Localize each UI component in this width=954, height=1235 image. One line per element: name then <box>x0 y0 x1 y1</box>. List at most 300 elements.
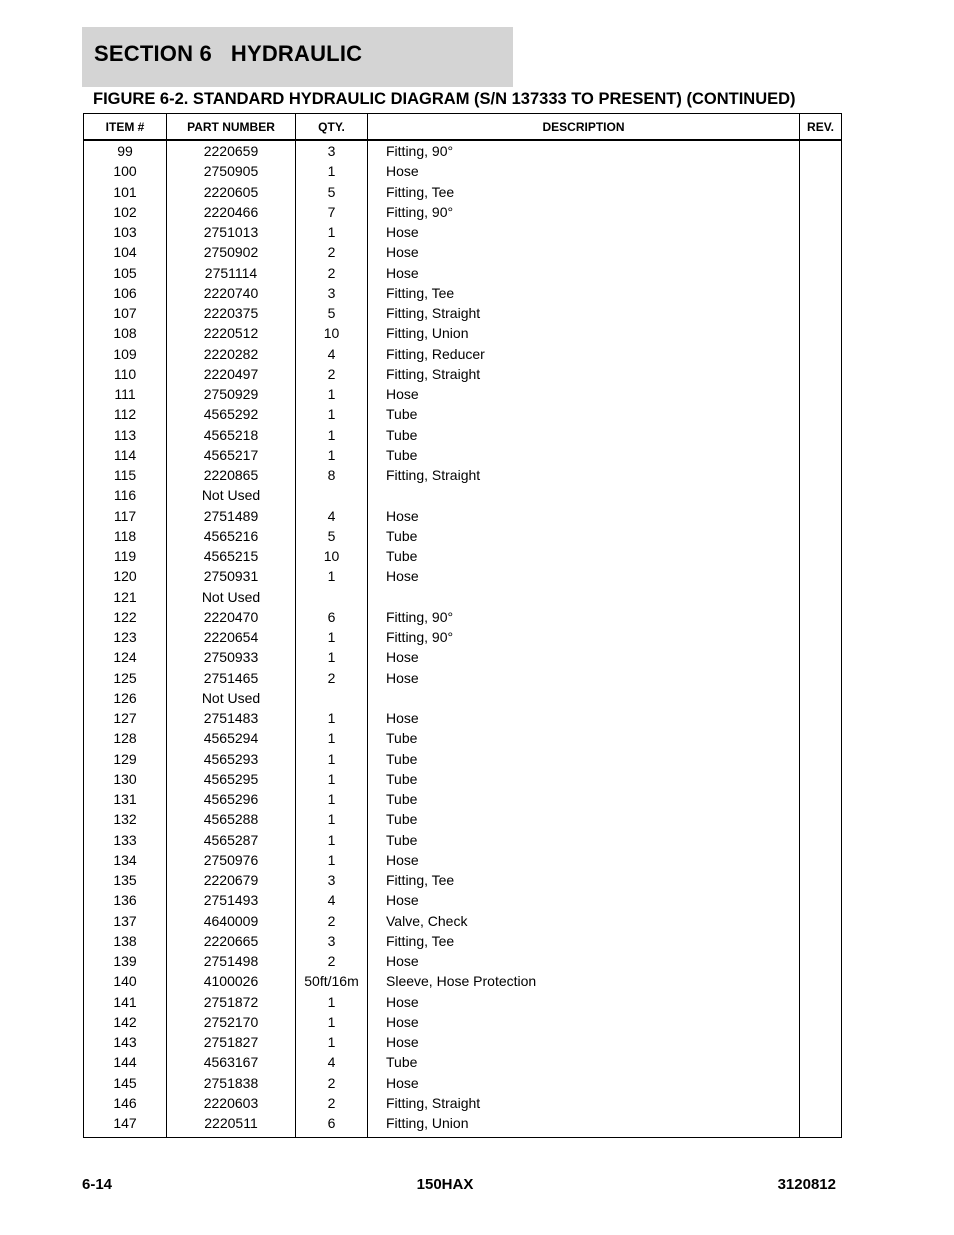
table-row <box>84 971 842 991</box>
qty-cell: 2 <box>296 1073 368 1093</box>
rev-cell <box>800 485 842 505</box>
part-number-cell: 4565293 <box>167 749 296 769</box>
table-row <box>84 647 842 667</box>
item-number-cell: 127 <box>84 708 167 728</box>
table-row <box>84 850 842 870</box>
table-row <box>84 911 842 931</box>
table-row <box>84 323 842 343</box>
rev-cell <box>800 445 842 465</box>
rev-cell <box>800 364 842 384</box>
qty-cell: 4 <box>296 890 368 910</box>
item-number-cell: 119 <box>84 546 167 566</box>
qty-cell: 10 <box>296 546 368 566</box>
rev-cell <box>800 1012 842 1032</box>
table-row <box>84 931 842 951</box>
item-number-cell: 115 <box>84 465 167 485</box>
rev-cell <box>800 890 842 910</box>
part-number-cell: 4565294 <box>167 728 296 748</box>
rev-cell <box>800 1113 842 1138</box>
item-number-cell: 129 <box>84 749 167 769</box>
description-cell: Hose <box>368 242 800 262</box>
qty-cell: 1 <box>296 1012 368 1032</box>
table-row <box>84 607 842 627</box>
description-cell <box>368 587 800 607</box>
qty-cell <box>296 485 368 505</box>
qty-cell: 1 <box>296 728 368 748</box>
qty-cell: 8 <box>296 465 368 485</box>
item-number-cell: 146 <box>84 1093 167 1113</box>
description-cell: Tube <box>368 445 800 465</box>
item-number-cell: 145 <box>84 1073 167 1093</box>
table-row <box>84 222 842 242</box>
table-row <box>84 830 842 850</box>
item-number-cell: 133 <box>84 830 167 850</box>
qty-cell: 1 <box>296 789 368 809</box>
part-number-cell: 4565288 <box>167 809 296 829</box>
description-cell: Hose <box>368 566 800 586</box>
table-row <box>84 202 842 222</box>
description-cell: Tube <box>368 1052 800 1072</box>
part-number-cell: 2220497 <box>167 364 296 384</box>
description-cell: Tube <box>368 809 800 829</box>
table-row <box>84 303 842 323</box>
description-cell: Hose <box>368 951 800 971</box>
table-row <box>84 465 842 485</box>
part-number-cell: 2220470 <box>167 607 296 627</box>
qty-cell: 6 <box>296 1113 368 1138</box>
rev-cell <box>800 749 842 769</box>
page-number: 6-14 <box>82 1176 113 1193</box>
table-row <box>84 1032 842 1052</box>
table-body <box>84 140 842 1138</box>
qty-cell: 2 <box>296 951 368 971</box>
qty-cell: 2 <box>296 668 368 688</box>
part-number-cell: 2220282 <box>167 344 296 364</box>
header-rev: REV. <box>800 114 842 141</box>
description-cell: Hose <box>368 668 800 688</box>
table-row <box>84 506 842 526</box>
rev-cell <box>800 870 842 890</box>
rev-cell <box>800 789 842 809</box>
part-number-cell: 4565218 <box>167 425 296 445</box>
qty-cell: 1 <box>296 1032 368 1052</box>
header-qty: QTY. <box>296 114 368 141</box>
header-description: DESCRIPTION <box>368 114 800 141</box>
qty-cell: 1 <box>296 425 368 445</box>
item-number-cell: 109 <box>84 344 167 364</box>
qty-cell: 10 <box>296 323 368 343</box>
qty-cell: 4 <box>296 1052 368 1072</box>
part-number-cell: 2220679 <box>167 870 296 890</box>
description-cell: Fitting, Straight <box>368 303 800 323</box>
item-number-cell: 130 <box>84 769 167 789</box>
qty-cell: 4 <box>296 506 368 526</box>
model-name: 150HAX <box>416 1176 474 1193</box>
qty-cell: 3 <box>296 870 368 890</box>
description-cell: Hose <box>368 1032 800 1052</box>
table-row <box>84 1113 842 1138</box>
rev-cell <box>800 242 842 262</box>
item-number-cell: 107 <box>84 303 167 323</box>
description-cell: Fitting, 90° <box>368 202 800 222</box>
table-row <box>84 384 842 404</box>
item-number-cell: 144 <box>84 1052 167 1072</box>
part-number-cell: 2220466 <box>167 202 296 222</box>
section-title: SECTION 6 HYDRAULIC <box>94 41 363 66</box>
rev-cell <box>800 303 842 323</box>
qty-cell: 1 <box>296 404 368 424</box>
description-cell: Hose <box>368 506 800 526</box>
item-number-cell: 124 <box>84 647 167 667</box>
part-number-cell: 4565292 <box>167 404 296 424</box>
description-cell: Hose <box>368 1073 800 1093</box>
part-number-cell: Not Used <box>167 587 296 607</box>
rev-cell <box>800 647 842 667</box>
figure-title: FIGURE 6-2. STANDARD HYDRAULIC DIAGRAM (S/N 137333 TO PRESENT) (CONTINUED) <box>93 90 796 108</box>
part-number-cell: 2751498 <box>167 951 296 971</box>
table-row <box>84 890 842 910</box>
part-number-cell: 2220603 <box>167 1093 296 1113</box>
description-cell: Hose <box>368 850 800 870</box>
table-row <box>84 566 842 586</box>
table-row <box>84 1093 842 1113</box>
part-number-cell: 2220659 <box>167 140 296 161</box>
item-number-cell: 131 <box>84 789 167 809</box>
table-row <box>84 404 842 424</box>
part-number-cell: 2751489 <box>167 506 296 526</box>
item-number-cell: 112 <box>84 404 167 424</box>
item-number-cell: 143 <box>84 1032 167 1052</box>
rev-cell <box>800 425 842 445</box>
item-number-cell: 101 <box>84 182 167 202</box>
document-number: 3120812 <box>777 1176 836 1193</box>
qty-cell <box>296 587 368 607</box>
item-number-cell: 117 <box>84 506 167 526</box>
part-number-cell: 2750929 <box>167 384 296 404</box>
description-cell: Fitting, Union <box>368 323 800 343</box>
description-cell: Tube <box>368 769 800 789</box>
table-row <box>84 485 842 505</box>
table-row <box>84 789 842 809</box>
item-number-cell: 110 <box>84 364 167 384</box>
description-cell: Hose <box>368 1012 800 1032</box>
rev-cell <box>800 222 842 242</box>
table-row <box>84 809 842 829</box>
item-number-cell: 99 <box>84 140 167 161</box>
rev-cell <box>800 911 842 931</box>
item-number-cell: 114 <box>84 445 167 465</box>
rev-cell <box>800 769 842 789</box>
part-number-cell: 4640009 <box>167 911 296 931</box>
description-cell: Tube <box>368 526 800 546</box>
rev-cell <box>800 384 842 404</box>
qty-cell: 5 <box>296 182 368 202</box>
item-number-cell: 147 <box>84 1113 167 1138</box>
part-number-cell: 4100026 <box>167 971 296 991</box>
qty-cell: 2 <box>296 242 368 262</box>
part-number-cell: 2220512 <box>167 323 296 343</box>
rev-cell <box>800 506 842 526</box>
part-number-cell: 2750905 <box>167 161 296 181</box>
table-row <box>84 182 842 202</box>
item-number-cell: 105 <box>84 263 167 283</box>
qty-cell: 2 <box>296 911 368 931</box>
rev-cell <box>800 323 842 343</box>
qty-cell: 1 <box>296 445 368 465</box>
qty-cell: 50ft/16m <box>296 971 368 991</box>
rev-cell <box>800 992 842 1012</box>
item-number-cell: 123 <box>84 627 167 647</box>
item-number-cell: 140 <box>84 971 167 991</box>
qty-cell: 1 <box>296 992 368 1012</box>
description-cell: Hose <box>368 647 800 667</box>
table-row <box>84 526 842 546</box>
qty-cell: 1 <box>296 769 368 789</box>
item-number-cell: 121 <box>84 587 167 607</box>
description-cell: Hose <box>368 384 800 404</box>
part-number-cell: 2750933 <box>167 647 296 667</box>
item-number-cell: 120 <box>84 566 167 586</box>
rev-cell <box>800 708 842 728</box>
table-row <box>84 425 842 445</box>
part-number-cell: 2220511 <box>167 1113 296 1138</box>
part-number-cell: 4565217 <box>167 445 296 465</box>
qty-cell: 1 <box>296 708 368 728</box>
rev-cell <box>800 526 842 546</box>
part-number-cell: 4563167 <box>167 1052 296 1072</box>
part-number-cell: 4565287 <box>167 830 296 850</box>
item-number-cell: 141 <box>84 992 167 1012</box>
description-cell: Tube <box>368 404 800 424</box>
item-number-cell: 126 <box>84 688 167 708</box>
item-number-cell: 132 <box>84 809 167 829</box>
description-cell: Fitting, 90° <box>368 607 800 627</box>
rev-cell <box>800 161 842 181</box>
part-number-cell: 2220740 <box>167 283 296 303</box>
rev-cell <box>800 546 842 566</box>
description-cell: Sleeve, Hose Protection <box>368 971 800 991</box>
rev-cell <box>800 465 842 485</box>
qty-cell: 3 <box>296 140 368 161</box>
qty-cell: 1 <box>296 850 368 870</box>
qty-cell: 2 <box>296 1093 368 1113</box>
table-row <box>84 668 842 688</box>
item-number-cell: 122 <box>84 607 167 627</box>
rev-cell <box>800 809 842 829</box>
rev-cell <box>800 263 842 283</box>
description-cell: Fitting, Reducer <box>368 344 800 364</box>
rev-cell <box>800 931 842 951</box>
description-cell: Tube <box>368 728 800 748</box>
rev-cell <box>800 971 842 991</box>
rev-cell <box>800 587 842 607</box>
part-number-cell: 2752170 <box>167 1012 296 1032</box>
table-row <box>84 870 842 890</box>
qty-cell: 1 <box>296 830 368 850</box>
table-row <box>84 1073 842 1093</box>
qty-cell: 2 <box>296 364 368 384</box>
qty-cell: 5 <box>296 303 368 323</box>
rev-cell <box>800 344 842 364</box>
rev-cell <box>800 668 842 688</box>
description-cell: Hose <box>368 222 800 242</box>
part-number-cell: 2751483 <box>167 708 296 728</box>
rev-cell <box>800 728 842 748</box>
qty-cell: 5 <box>296 526 368 546</box>
item-number-cell: 116 <box>84 485 167 505</box>
header-item: ITEM # <box>84 114 167 141</box>
description-cell: Tube <box>368 830 800 850</box>
rev-cell <box>800 607 842 627</box>
table-row <box>84 283 842 303</box>
rev-cell <box>800 951 842 971</box>
rev-cell <box>800 182 842 202</box>
rev-cell <box>800 850 842 870</box>
rev-cell <box>800 1073 842 1093</box>
description-cell: Fitting, Union <box>368 1113 800 1138</box>
description-cell: Fitting, 90° <box>368 627 800 647</box>
table-row <box>84 445 842 465</box>
header-part-number: PART NUMBER <box>167 114 296 141</box>
table-row <box>84 627 842 647</box>
rev-cell <box>800 1052 842 1072</box>
item-number-cell: 139 <box>84 951 167 971</box>
qty-cell: 4 <box>296 344 368 364</box>
table-row <box>84 161 842 181</box>
description-cell: Valve, Check <box>368 911 800 931</box>
part-number-cell: 2751114 <box>167 263 296 283</box>
qty-cell: 1 <box>296 384 368 404</box>
part-number-cell: 2220865 <box>167 465 296 485</box>
part-number-cell: 2751872 <box>167 992 296 1012</box>
part-number-cell: 2751827 <box>167 1032 296 1052</box>
qty-cell: 6 <box>296 607 368 627</box>
description-cell: Tube <box>368 749 800 769</box>
table-row <box>84 749 842 769</box>
item-number-cell: 125 <box>84 668 167 688</box>
qty-cell: 1 <box>296 161 368 181</box>
parts-table <box>83 113 842 1138</box>
qty-cell <box>296 688 368 708</box>
part-number-cell: 4565295 <box>167 769 296 789</box>
description-cell: Tube <box>368 789 800 809</box>
part-number-cell: 2751493 <box>167 890 296 910</box>
rev-cell <box>800 688 842 708</box>
description-cell: Fitting, Tee <box>368 870 800 890</box>
table-row <box>84 992 842 1012</box>
qty-cell: 1 <box>296 749 368 769</box>
description-cell: Fitting, Tee <box>368 283 800 303</box>
table-row <box>84 769 842 789</box>
part-number-cell: 2751465 <box>167 668 296 688</box>
description-cell: Hose <box>368 161 800 181</box>
item-number-cell: 138 <box>84 931 167 951</box>
item-number-cell: 103 <box>84 222 167 242</box>
part-number-cell: 2220605 <box>167 182 296 202</box>
qty-cell: 1 <box>296 566 368 586</box>
description-cell: Hose <box>368 263 800 283</box>
part-number-cell: 2220375 <box>167 303 296 323</box>
description-cell: Fitting, Tee <box>368 931 800 951</box>
item-number-cell: 136 <box>84 890 167 910</box>
table-row <box>84 546 842 566</box>
table-row <box>84 242 842 262</box>
item-number-cell: 128 <box>84 728 167 748</box>
description-cell: Fitting, Straight <box>368 465 800 485</box>
table-row <box>84 263 842 283</box>
part-number-cell: 4565215 <box>167 546 296 566</box>
item-number-cell: 142 <box>84 1012 167 1032</box>
item-number-cell: 113 <box>84 425 167 445</box>
part-number-cell: 2220654 <box>167 627 296 647</box>
description-cell: Tube <box>368 546 800 566</box>
rev-cell <box>800 202 842 222</box>
part-number-cell: 2751013 <box>167 222 296 242</box>
table-row <box>84 951 842 971</box>
qty-cell: 7 <box>296 202 368 222</box>
description-cell <box>368 688 800 708</box>
rev-cell <box>800 140 842 161</box>
description-cell: Tube <box>368 425 800 445</box>
part-number-cell: 2750976 <box>167 850 296 870</box>
qty-cell: 2 <box>296 263 368 283</box>
table-row <box>84 1052 842 1072</box>
part-number-cell: 4565296 <box>167 789 296 809</box>
table-row <box>84 140 842 161</box>
qty-cell: 3 <box>296 931 368 951</box>
section-banner <box>82 27 513 87</box>
qty-cell: 1 <box>296 647 368 667</box>
rev-cell <box>800 283 842 303</box>
qty-cell: 1 <box>296 222 368 242</box>
rev-cell <box>800 566 842 586</box>
description-cell: Fitting, Tee <box>368 182 800 202</box>
table-header-row <box>84 114 842 141</box>
item-number-cell: 118 <box>84 526 167 546</box>
item-number-cell: 106 <box>84 283 167 303</box>
rev-cell <box>800 627 842 647</box>
rev-cell <box>800 404 842 424</box>
part-number-cell: 4565216 <box>167 526 296 546</box>
part-number-cell: 2750902 <box>167 242 296 262</box>
part-number-cell: Not Used <box>167 688 296 708</box>
description-cell <box>368 485 800 505</box>
item-number-cell: 102 <box>84 202 167 222</box>
qty-cell: 1 <box>296 627 368 647</box>
table-row <box>84 587 842 607</box>
item-number-cell: 104 <box>84 242 167 262</box>
item-number-cell: 135 <box>84 870 167 890</box>
table-row <box>84 688 842 708</box>
item-number-cell: 100 <box>84 161 167 181</box>
table-row <box>84 728 842 748</box>
description-cell: Hose <box>368 992 800 1012</box>
rev-cell <box>800 1093 842 1113</box>
description-cell: Fitting, Straight <box>368 1093 800 1113</box>
item-number-cell: 111 <box>84 384 167 404</box>
part-number-cell: 2220665 <box>167 931 296 951</box>
description-cell: Fitting, Straight <box>368 364 800 384</box>
description-cell: Fitting, 90° <box>368 140 800 161</box>
description-cell: Hose <box>368 708 800 728</box>
rev-cell <box>800 1032 842 1052</box>
qty-cell: 3 <box>296 283 368 303</box>
table-row <box>84 1012 842 1032</box>
table-row <box>84 364 842 384</box>
item-number-cell: 137 <box>84 911 167 931</box>
part-number-cell: 2751838 <box>167 1073 296 1093</box>
rev-cell <box>800 830 842 850</box>
